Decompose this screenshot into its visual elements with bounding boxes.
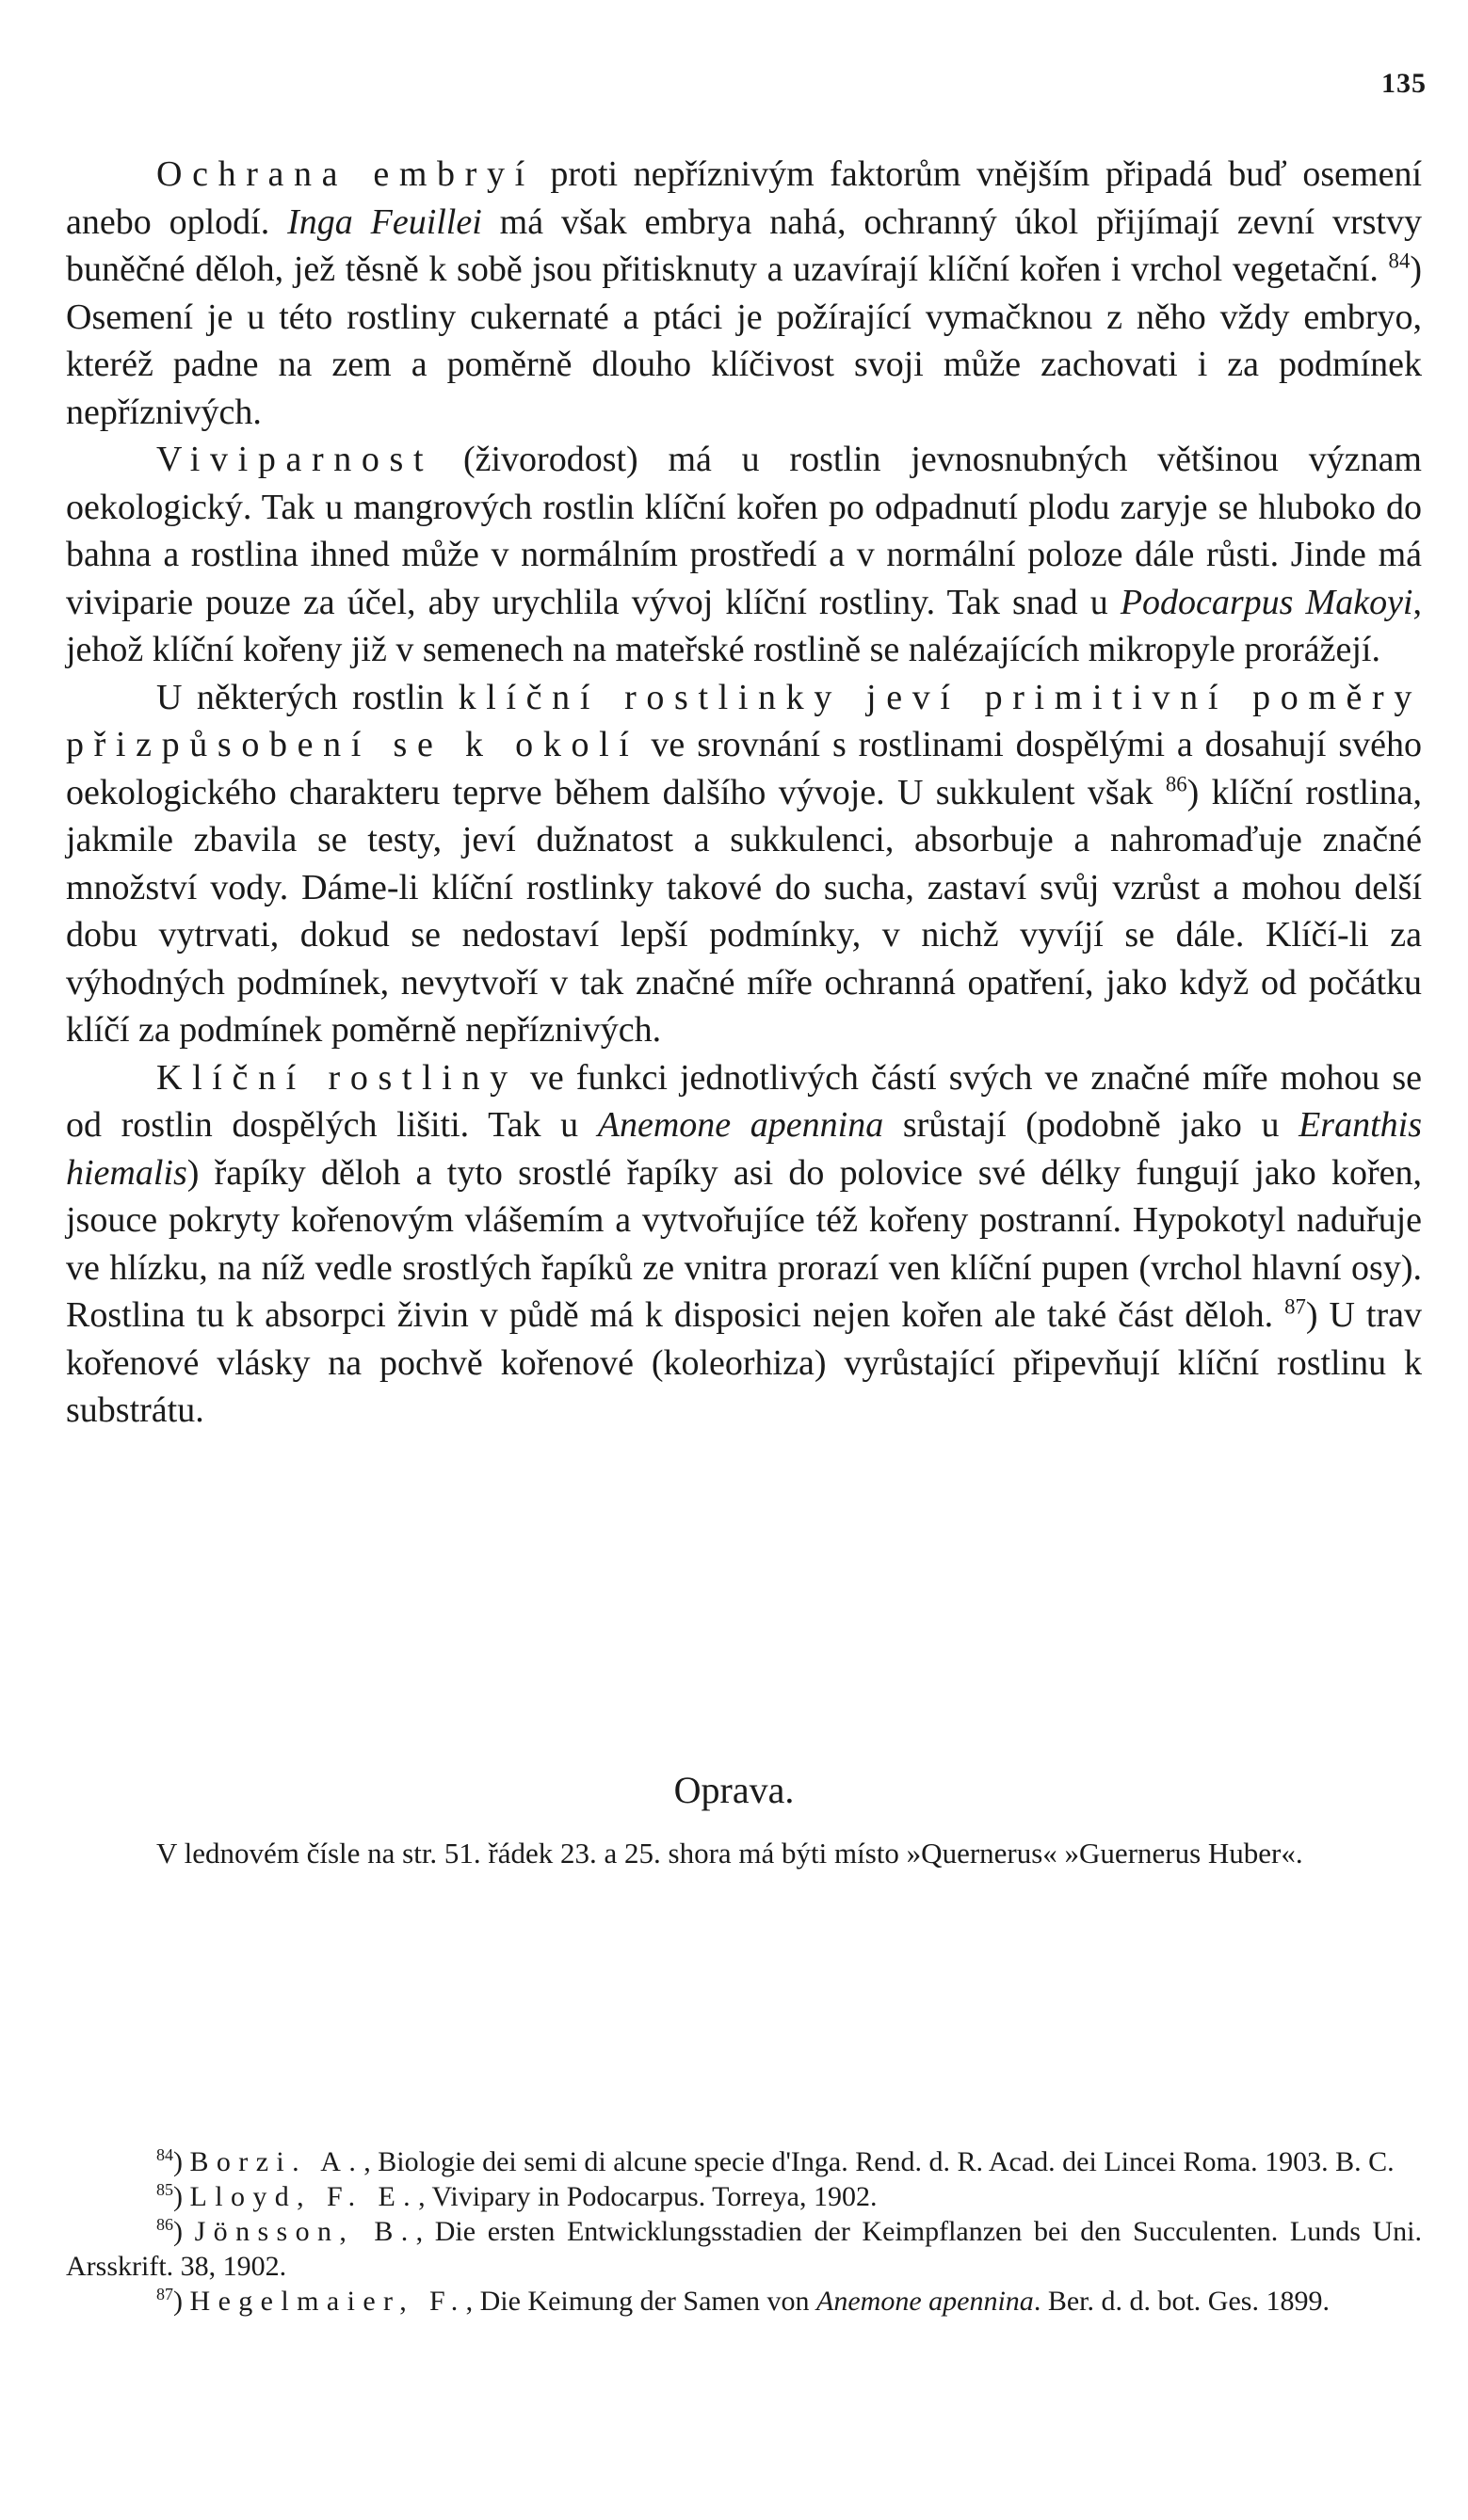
paragraph [66, 1054, 1422, 1435]
footnote-number: 86 [156, 2215, 173, 2234]
lead-term: Klíční rostliny [156, 1057, 518, 1098]
footnote-number: 85 [156, 2180, 173, 2199]
footnote: $^{84}$) Borzi. A., Biologie dei semi di alcune specie d'Inga. Rend. d. R. Acad. dei Lincei Roma. 1903. B. C. [156, 2145, 1395, 2177]
footnote-ref[interactable]: 86 [1165, 771, 1187, 795]
spaced-phrase: klíční rostlinky jeví primitivní poměry přizpůsobení se k okolí [66, 677, 1422, 764]
footnote-ref[interactable]: 87 [1284, 1294, 1306, 1319]
species-name: Anemone apennina [597, 1105, 884, 1145]
footnote-author: Borzi. A. [189, 2146, 364, 2177]
footnote-author: Hegelmaier, F. [189, 2286, 466, 2317]
lead-term: Ochrana embryí [156, 154, 535, 194]
segment: ) klíční rostlina, jakmile zbavila se testy, jeví dužnatost a sukkulenci, absorbuje a nahromaďuje značné množství vody. Dáme-li klíční rostlinky takové do sucha, zastaví svůj vzrůst a mohou delší dobu vytrvati, dokud se nedostaví lepší podmínky, v nichž vyvíjí se dále. Klíčí-li za výhodných podmínek, nevytvoří v tak značné míře ochranná opatření, jako když od počátku klíčí za podmínek poměrně nepříznivých. [66, 772, 1422, 1050]
paragraph [66, 151, 1422, 436]
segment: U některých rostlin [156, 677, 459, 717]
footnote-number: 87 [156, 2285, 173, 2303]
footnote: $^{85}$) Lloyd, F. E., Vivipary in Podocarpus. Torreya, 1902. [156, 2180, 878, 2212]
erratum-text-block [66, 1834, 1422, 1873]
paragraph [66, 436, 1422, 674]
footnote-author: Jönsson, B. [194, 2216, 416, 2247]
species-name: Anemone apennina [816, 2286, 1034, 2317]
footnote-text: , Die Keimung der Samen von [465, 2286, 817, 2317]
footnote-text: . Ber. d. d. bot. Ges. 1899. [1033, 2286, 1330, 2317]
segment: , jehož klíční kořeny již v semenech na mateřské rostlině se nalézajících mikropyle prorážejí. [66, 582, 1422, 669]
footnote-text: , Die ersten Entwicklungsstadien der Keimpflanzen bei den Succulenten. Lunds Uni. Arsskrift. 38, 1902. [66, 2216, 1422, 2282]
erratum-text: V lednovém čísle na str. 51. řádek 23. a 25. shora má býti místo »Quernerus« »Guernerus Huber«. [156, 1837, 1303, 1870]
species-name: Inga Feuillei [287, 201, 482, 242]
species-name: Eranthis hiemalis [66, 1105, 1422, 1193]
footnotes [66, 2144, 1422, 2319]
footnote-author: Lloyd, F. E. [189, 2181, 419, 2212]
segment: proti nepříznivým faktorům vnějším připadá buď osemení anebo oplodí. [66, 154, 1423, 242]
footnote-number: 84 [156, 2145, 173, 2164]
footnote: $^{86}$) Jönsson, B., Die ersten Entwicklungsstadien der Keimpflanzen bei den Succulenten. Lunds Uni. Arsskrift. 38, 1902. [66, 2215, 1422, 2282]
footnote: $^{87}$) Hegelmaier, F., Die Keimung der Samen von Anemone apennina. Ber. d. d. bot. Ges. 1899. [156, 2285, 1330, 2317]
segment: ) Osemení je u této rostliny cukernaté a ptáci je požírající vymačknou z něho vždy embryo, kteréž padne na zem a poměrně dlouho klíčivost svoji může zachovati i za podmínek nepříznivých. [66, 249, 1422, 432]
body-text [66, 151, 1422, 1435]
footnote-ref[interactable]: 84 [1388, 249, 1411, 273]
lead-term: Viviparnost [156, 440, 434, 479]
paragraph [66, 674, 1422, 1054]
segment: má však embrya nahá, ochranný úkol přijímají zevní vrstvy buněčné děloh, jež těsně k sobě jsou přitisknuty a uzavírají klíční kořen i vrchol vegetační. [66, 201, 1422, 289]
segment: ve funkci jednotlivých částí svých ve značné míře mohou se od rostlin dospělých lišiti. Tak u [66, 1057, 1422, 1145]
segment: ve srovnání s rostlinami dospělými a dosahují svého oekologického charakteru teprve během dalšího vývoje. U sukkulent však [66, 725, 1423, 812]
footnote-text: , Vivipary in Podocarpus. Torreya, 1902. [418, 2181, 878, 2212]
footnote-text: , Biologie dei semi di alcune specie d'Inga. Rend. d. R. Acad. dei Lincei Roma. 1903. B. C. [363, 2146, 1395, 2177]
erratum-heading: Oprava. [673, 1769, 795, 1811]
segment: (živorodost) má u rostlin jevnosnubných většinou význam oekologický. Tak u mangrových rostlin klíční kořen po odpadnutí plodu zaryje se hluboko do bahna a rostlina ihned může v normálním prostředí a v normální poloze dále růsti. Jinde má viviparie pouze za účel, aby urychlila vývoj klíční rostliny. Tak snad u [66, 440, 1422, 622]
segment: srůstají (podobně jako u [883, 1105, 1299, 1145]
species-name: Podocarpus Makoyi [1120, 582, 1413, 622]
segment: ) U trav kořenové vlásky na pochvě kořenové (koleorhiza) vyrůstající připevňují klíční rostlinu k substrátu. [66, 1295, 1422, 1430]
page-number: 135 [1381, 68, 1427, 99]
segment: ) řapíky děloh a tyto srostlé řapíky asi do polovice své délky fungují jako kořen, jsouce pokryty kořenovým vlášemím a vytvořujíce též kořeny postranní. Hypokotyl naduřuje ve hlízku, na níž vedle srostlých řapíků ze vnitra prorazí ven klíční pupen (vrchol hlavní osy). Rostlina tu k absorpci živin v půdě má k disposici nejen kořen ale také část děloh. [66, 1152, 1422, 1335]
